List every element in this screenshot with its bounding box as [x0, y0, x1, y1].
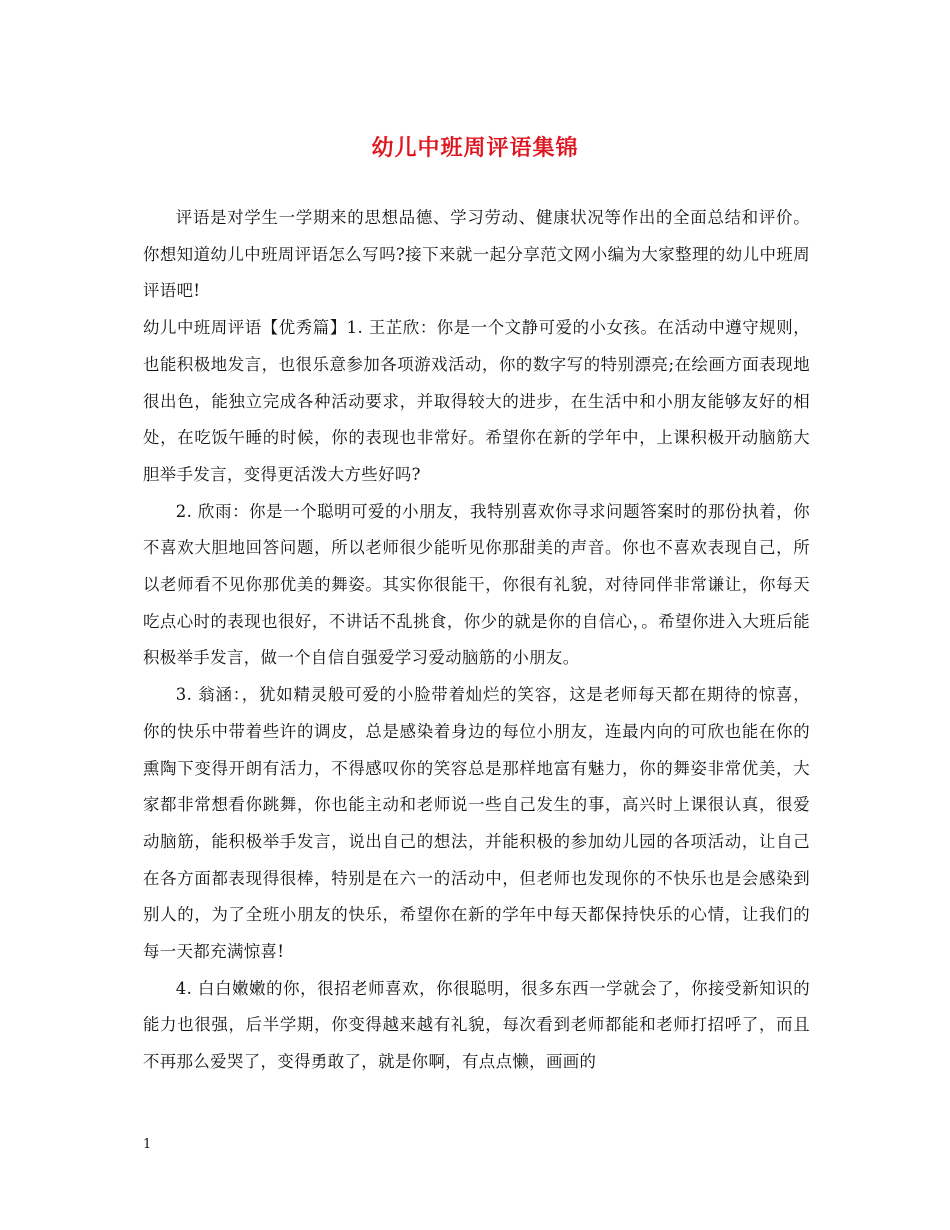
comment-item-3: 3. 翁涵：，犹如精灵般可爱的小脸带着灿烂的笑容，这是老师每天都在期待的惊喜，你的快乐中带着些许的调皮，总是感染着身边的每位小朋友，连最内向的可欣也能在你的熏陶下变得开朗有活力，不得感叹你的笑容总是那样地富有魅力，你的舞姿非常优美，大家都非常想看你跳舞，你也能主动和老师说一些自己发生的事，高兴时上课很认真，很爱动脑筋，能积极举手发言，说出自己的想法，并能积极的参加幼儿园的各项活动，让自己在各方面都表现得很棒，特别是在六一的活动中，但老师也发现你的不快乐也是会感染到别人的，为了全班小朋友的快乐，希望你在新的学年中每天都保持快乐的心情，让我们的每一天都充满惊喜! — [143, 685, 810, 962]
section-paragraph — [143, 310, 810, 494]
comment-item-1: 1. 王芷欣：你是一个文静可爱的小女孩。在活动中遵守规则，也能积极地发言，也很乐意参加各项游戏活动，你的数字写的特别漂亮;在绘画方面表现地很出色，能独立完成各种活动要求，并取得较大的进步，在生活中和小朋友能够友好的相处，在吃饭午睡的时候，你的表现也非常好。希望你在新的学年中，上课积极开动脑筋大胆举手发言，变得更活泼大方些好吗? — [143, 318, 810, 484]
section-heading: 幼儿中班周评语【优秀篇】 — [143, 318, 347, 338]
comment-item-4: 4. 白白嫩嫩的你，很招老师喜欢，你很聪明，很多东西一学就会了，你接受新知识的能力也很强，后半学期，你变得越来越有礼貌，每次看到老师都能和老师打招呼了，而且不再那么爱哭了，变得勇敢了，就是你啊，有点点懒，画画的 — [143, 978, 810, 1072]
page-number: 1 — [143, 1137, 152, 1152]
document-body — [143, 200, 810, 1081]
comment-item-2: 2. 欣雨：你是一个聪明可爱的小朋友，我特别喜欢你寻求问题答案时的那份执着，你不喜欢大胆地回答问题，所以老师很少能听见你那甜美的声音。你也不喜欢表现自己，所以老师看不见你那优美的舞姿。其实你很能干，你很有礼貌，对待同伴非常谦让，你每天吃点心时的表现也很好，不讲话不乱挑食，你少的就是你的自信心，。希望你进入大班后能积极举手发言，做一个自信自强爱学习爱动脑筋的小朋友。 — [143, 501, 810, 668]
document-title: 幼儿中班周评语集锦 — [371, 135, 579, 161]
intro-paragraph: 评语是对学生一学期来的思想品德、学习劳动、健康状况等作出的全面总结和评价。你想知道幼儿中班周评语怎么写吗?接下来就一起分享范文网小编为大家整理的幼儿中班周评语吧! — [143, 208, 810, 301]
